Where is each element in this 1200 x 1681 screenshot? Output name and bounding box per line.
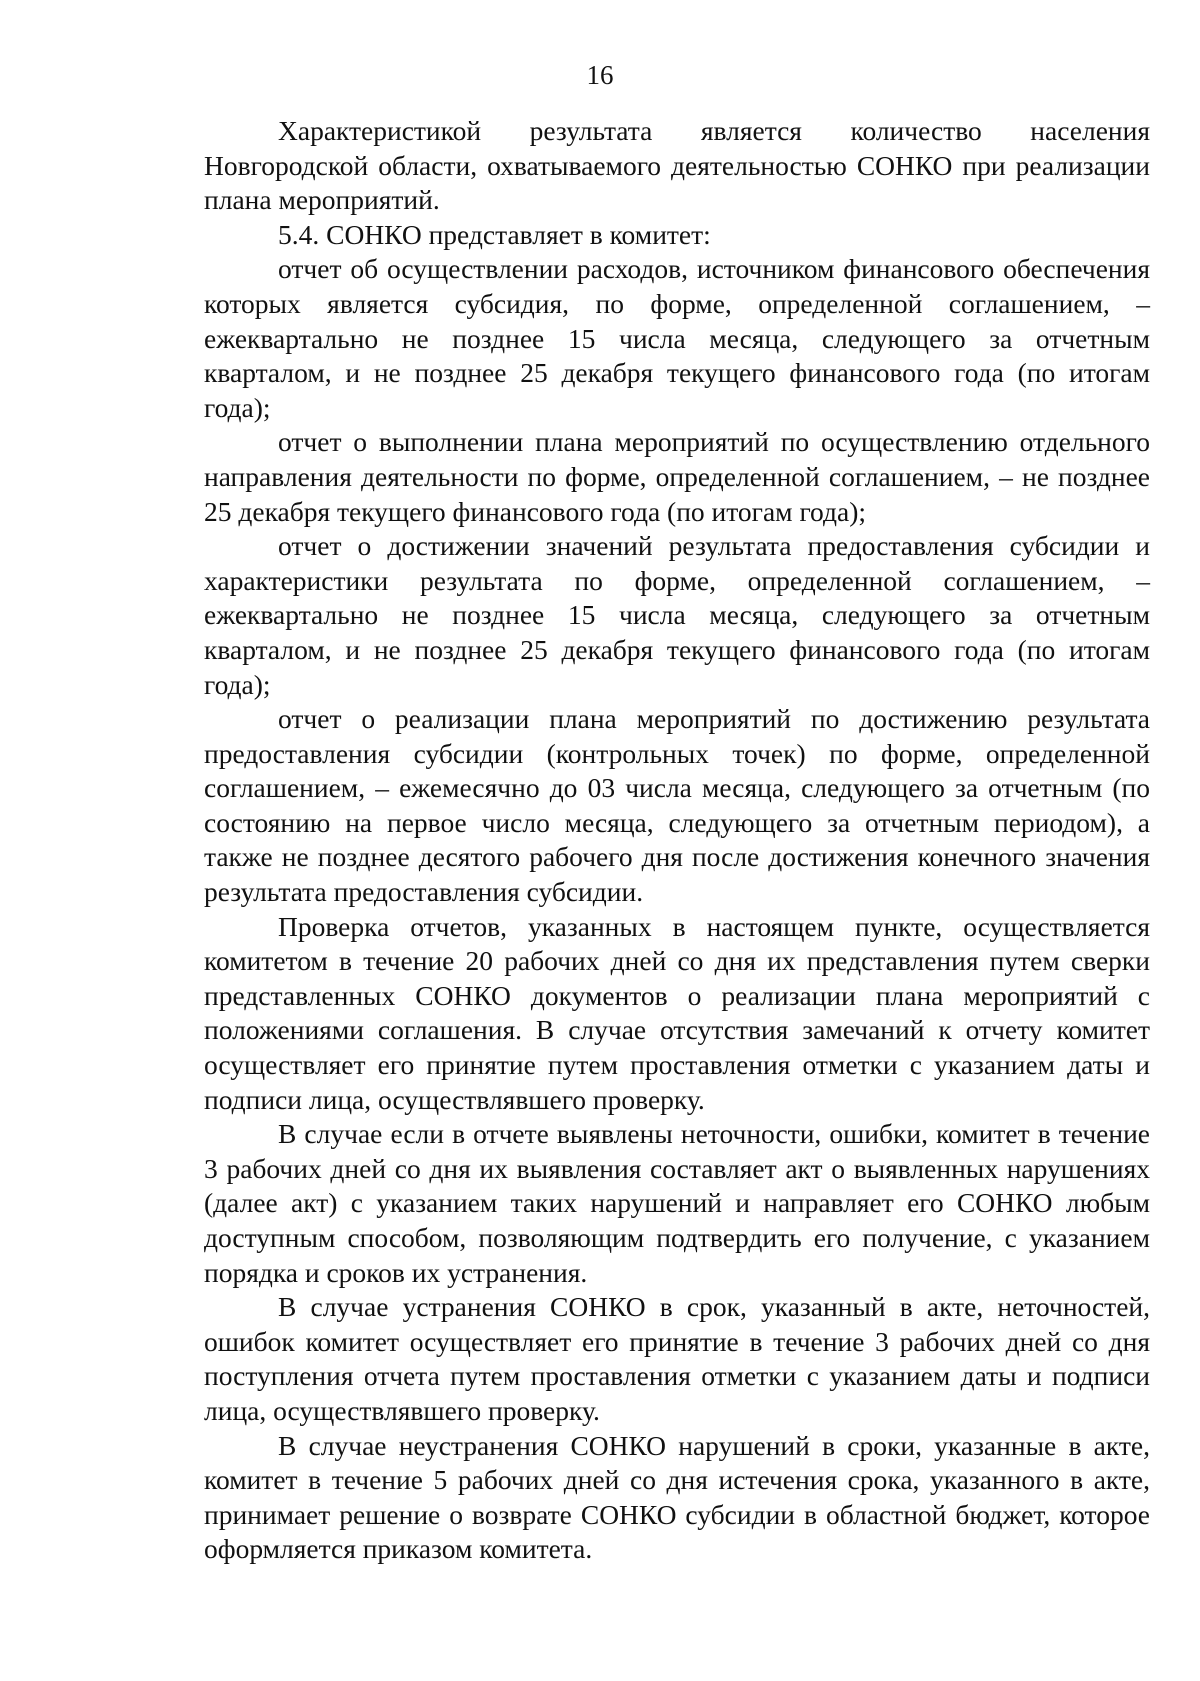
page-number: 16	[586, 60, 614, 90]
paragraph-errors-not-corrected: В случае неустранения СОНКО нарушений в сроки, указанные в акте, комитет в течение 5 рабочих дней со дня истечения срока, указанного в акте, принимает решение о возврате СОНКО субсидии в областной бюджет, которое оформляется приказом комитета.	[204, 1429, 1150, 1565]
paragraph-section-5-4: 5.4. СОНКО представляет в комитет:	[278, 218, 711, 250]
paragraph-plan-execution-report: отчет о выполнении плана мероприятий по осуществлению отдельного направления деятельности по форме, определенной соглашением, – не позднее 25 декабря текущего финансового года (по итогам года);	[204, 426, 1150, 527]
document-body	[204, 114, 1150, 1567]
paragraph-expense-report: отчет об осуществлении расходов, источником финансового обеспечения которых является субсидия, по форме, определенной соглашением, – ежеквартально не позднее 15 числа месяца, следующего за отчетным кварталом, и не позднее 25 декабря текущего финансового года (по итогам года);	[204, 253, 1150, 423]
paragraph-errors-corrected: В случае устранения СОНКО в срок, указанный в акте, неточностей, ошибок комитет осуществляет его принятие в течение 3 рабочих дней со дня поступления отчета путем проставления отметки с указанием даты и подписи лица, осуществлявшего проверку.	[204, 1291, 1150, 1426]
paragraph-result-characteristic: Характеристикой результата является количество населения Новгородской области, охватываемого деятельностью СОНКО при реализации плана мероприятий.	[204, 115, 1150, 216]
paragraph-report-verification: Проверка отчетов, указанных в настоящем пункте, осуществляется комитетом в течение 20 рабочих дней со дня их представления путем сверки представленных СОНКО документов о реализации плана мероприятий с положениями соглашения. В случае отсутствия замечаний к отчету комитет осуществляет его принятие путем проставления отметки с указанием даты и подписи лица, осуществлявшего проверку.	[204, 910, 1150, 1115]
paragraph-errors-detected: В случае если в отчете выявлены неточности, ошибки, комитет в течение 3 рабочих дней со дня их выявления составляет акт о выявленных нарушениях (далее акт) с указанием таких нарушений и направляет его СОНКО любым доступным способом, позволяющим подтвердить его получение, с указанием порядка и сроков их устранения.	[204, 1118, 1150, 1288]
paragraph-plan-implementation-report: отчет о реализации плана мероприятий по достижению результата предоставления субсидии (контрольных точек) по форме, определенной соглашением, – ежемесячно до 03 числа месяца, следующего за отчетным (по состоянию на первое число месяца, следующего за отчетным периодом), а также не позднее десятого рабочего дня после достижения конечного значения результата предоставления субсидии.	[204, 703, 1150, 908]
paragraph-result-achievement-report: отчет о достижении значений результата предоставления субсидии и характеристики результата по форме, определенной соглашением, – ежеквартально не позднее 15 числа месяца, следующего за отчетным кварталом, и не позднее 25 декабря текущего финансового года (по итогам года);	[204, 530, 1150, 700]
